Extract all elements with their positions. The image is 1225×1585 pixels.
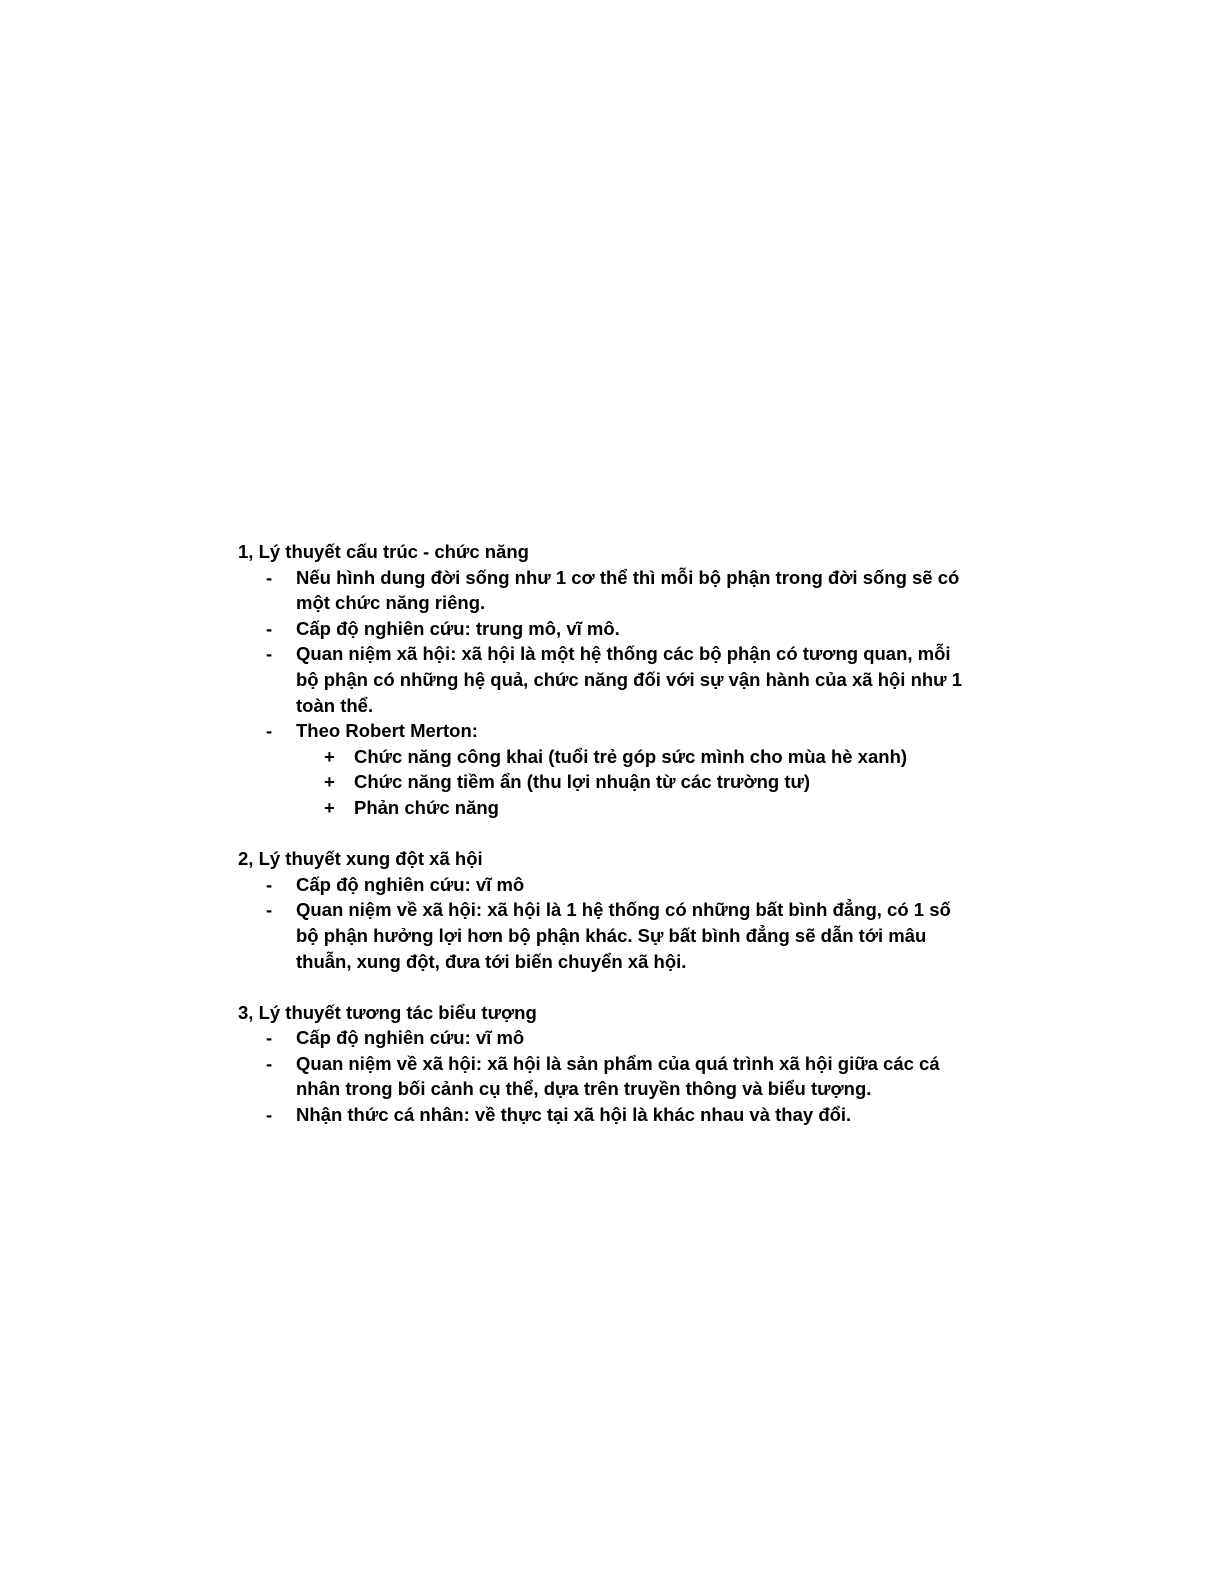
dash-bullet: - — [266, 720, 273, 742]
dash-bullet: - — [266, 617, 273, 639]
plus-bullet: + — [324, 796, 335, 818]
dash-bullet: - — [266, 643, 273, 665]
sub-bullet-list — [296, 744, 978, 821]
list-item — [238, 897, 978, 974]
list-item-text: Cấp độ nghiên cứu: vĩ mô — [296, 873, 525, 895]
sub-list-item-text: Chức năng tiềm ẩn (thu lợi nhuận từ các trường tư) — [354, 771, 811, 793]
list-item — [238, 1025, 978, 1051]
list-item-text: Nếu hình dung đời sống như 1 cơ thể thì mỗi bộ phận trong đời sống sẽ có một chức năng riêng. — [296, 566, 960, 614]
list-item-text: Nhận thức cá nhân: về thực tại xã hội là khác nhau và thay đổi. — [296, 1104, 852, 1126]
bullet-list — [238, 872, 978, 974]
list-item-text: Cấp độ nghiên cứu: vĩ mô — [296, 1027, 525, 1049]
bullet-list — [238, 565, 978, 821]
dash-bullet: - — [266, 1027, 273, 1049]
dash-bullet: - — [266, 899, 273, 921]
sub-list-item — [296, 795, 978, 821]
list-item-text: Quan niệm về xã hội: xã hội là 1 hệ thống có những bất bình đẳng, có 1 số bộ phận hưởng lợi hơn bộ phận khác. Sự bất bình đẳng sẽ dẫn tới mâu thuẫn, xung đột, đưa tới biến chuyển xã hội. — [296, 899, 951, 972]
bullet-list — [238, 1025, 978, 1127]
list-item — [238, 1102, 978, 1128]
sub-list-item-text: Phản chức năng — [354, 796, 499, 818]
list-item — [238, 872, 978, 898]
document-body — [238, 539, 978, 1128]
section-title: 2, Lý thuyết xung đột xã hội — [238, 848, 483, 870]
section-title: 3, Lý thuyết tương tác biểu tượng — [238, 1001, 537, 1023]
spacer — [238, 974, 978, 1000]
sub-list-item — [296, 744, 978, 770]
list-item — [238, 616, 978, 642]
list-item — [238, 718, 978, 820]
list-item-text: Theo Robert Merton: — [296, 720, 478, 742]
dash-bullet: - — [266, 873, 273, 895]
list-item-text: Quan niệm về xã hội: xã hội là sản phẩm của quá trình xã hội giữa các cá nhân trong bối cảnh cụ thể, dựa trên truyền thông và biểu tượng. — [296, 1052, 940, 1100]
sub-list-item-text: Chức năng công khai (tuổi trẻ góp sức mình cho mùa hè xanh) — [354, 745, 908, 767]
dash-bullet: - — [266, 566, 273, 588]
dash-bullet: - — [266, 1104, 273, 1126]
plus-bullet: + — [324, 745, 335, 767]
list-item-text: Quan niệm xã hội: xã hội là một hệ thống các bộ phận có tương quan, mỗi bộ phận có những hệ quả, chức năng đối với sự vận hành của xã hội như 1 toàn thể. — [296, 643, 962, 716]
list-item — [238, 641, 978, 718]
spacer — [238, 821, 978, 847]
dash-bullet: - — [266, 1052, 273, 1074]
plus-bullet: + — [324, 771, 335, 793]
list-item — [238, 565, 978, 616]
list-item — [238, 1051, 978, 1102]
list-item-text: Cấp độ nghiên cứu: trung mô, vĩ mô. — [296, 617, 620, 639]
section-title: 1, Lý thuyết cấu trúc - chức năng — [238, 541, 529, 562]
sub-list-item — [296, 769, 978, 795]
